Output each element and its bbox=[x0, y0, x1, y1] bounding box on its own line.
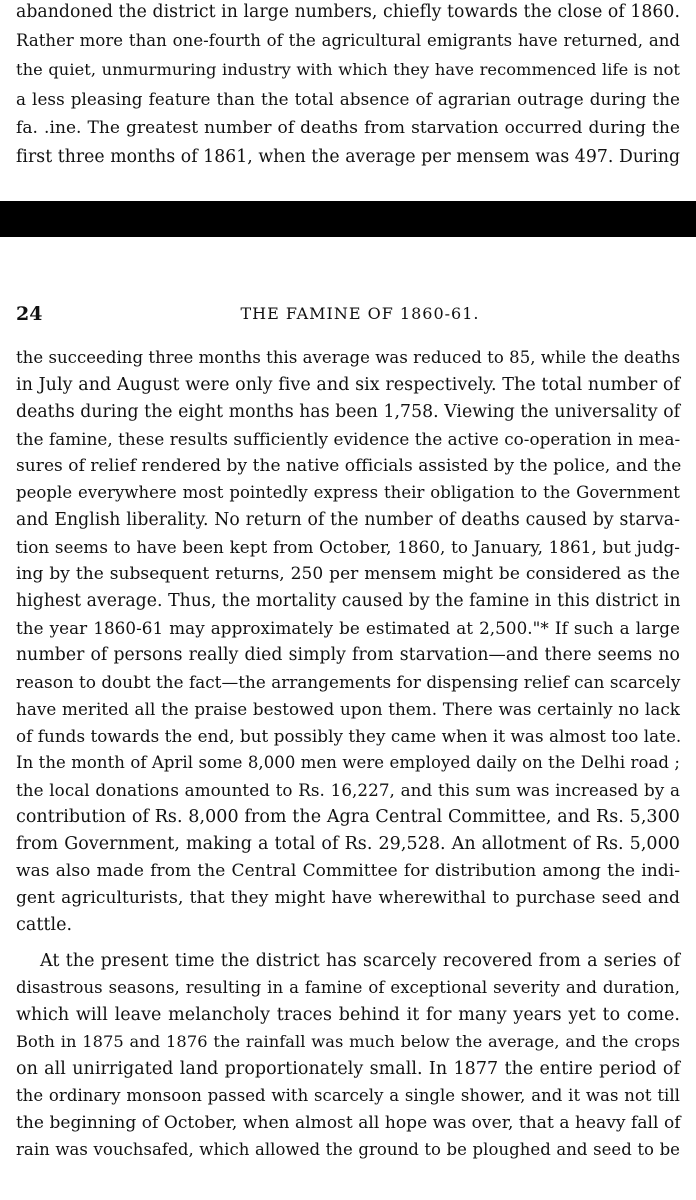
text-line: tion seems to have been kept from October, 1860, to January, 1861, but judg- bbox=[16, 537, 680, 557]
text-line: the local donations amounted to Rs. 16,227, and this sum was increased by a bbox=[16, 780, 680, 800]
text-line: disastrous seasons, resulting in a famine of exceptional severity and duration, bbox=[16, 978, 680, 997]
text-line: sures of relief rendered by the native officials assisted by the police, and the bbox=[16, 456, 682, 476]
text-line: which will leave melancholy traces behind it for many years yet to come. bbox=[16, 1005, 680, 1025]
text-line: Rather more than one-fourth of the agricultural emigrants have returned, and bbox=[16, 31, 680, 50]
text-line: the year 1860-61 may approximately be estimated at 2,500."* If such a large bbox=[16, 618, 680, 638]
text-line: people everywhere most pointedly express their obligation to the Government bbox=[16, 483, 680, 502]
running-head: THE FAMINE OF 1860-61. bbox=[240, 304, 480, 323]
text-line: abandoned the district in large numbers, chiefly towards the close of 1860. bbox=[16, 2, 680, 22]
text-line: gent agriculturists, that they might have wherewithal to purchase seed and bbox=[16, 888, 680, 908]
text-line: cattle. bbox=[16, 915, 73, 935]
text-line: the ordinary monsoon passed with scarcely a single shower, and it was not till bbox=[16, 1086, 680, 1105]
text-line: the famine, these results sufficiently evidence the active co-operation in mea- bbox=[16, 429, 681, 449]
text-line: At the present time the district has scarcely recovered from a series of bbox=[40, 951, 680, 971]
text-line: deaths during the eight months has been 1,758. Viewing the universality of bbox=[16, 402, 681, 422]
text-line: in July and August were only five and six respectively. The total number of bbox=[16, 375, 680, 395]
text-line: highest average. Thus, the mortality caused by the famine in this district in bbox=[16, 591, 681, 611]
text-line: fa. .ine. The greatest number of deaths from starvation occurred during the bbox=[16, 118, 680, 138]
text-line: Both in 1875 and 1876 the rainfall was much below the average, and the crops bbox=[16, 1032, 680, 1051]
text-line: rain was vouchsafed, which allowed the ground to be ploughed and seed to be bbox=[16, 1140, 680, 1159]
text-line: the succeeding three months this average was reduced to 85, while the deaths bbox=[16, 348, 681, 367]
text-line: contribution of Rs. 8,000 from the Agra Central Committee, and Rs. 5,300 bbox=[16, 807, 680, 827]
text-line: from Government, making a total of Rs. 29,528. An allotment of Rs. 5,000 bbox=[16, 834, 680, 854]
page-separator bbox=[0, 201, 696, 237]
text-line: a less pleasing feature than the total absence of agrarian outrage during the bbox=[16, 89, 680, 109]
text-line: ing by the subsequent returns, 250 per mensem might be considered as the bbox=[16, 564, 680, 584]
text-line: In the month of April some 8,000 men were employed daily on the Delhi road ; bbox=[16, 753, 680, 772]
text-line: of funds towards the end, but possibly they came when it was almost too late. bbox=[16, 726, 682, 746]
text-line: number of persons really died simply from starvation—and there seems no bbox=[16, 645, 680, 665]
text-line: was also made from the Central Committee for distribution among the indi- bbox=[16, 861, 680, 881]
page-number: 24 bbox=[16, 303, 43, 325]
text-line: first three months of 1861, when the average per mensem was 497. During bbox=[16, 147, 681, 167]
text-line: and English liberality. No return of the number of deaths caused by starva- bbox=[16, 510, 680, 530]
text-line: the quiet, unmurmuring industry with which they have recommenced life is not bbox=[16, 60, 680, 79]
text-line: have merited all the praise bestowed upon them. There was certainly no lack bbox=[16, 699, 680, 719]
text-line: reason to doubt the fact—the arrangements for dispensing relief can scarcely bbox=[16, 672, 681, 692]
text-line: the beginning of October, when almost all hope was over, that a heavy fall of bbox=[16, 1113, 681, 1133]
text-line: on all unirrigated land proportionately small. In 1877 the entire period of bbox=[16, 1059, 680, 1079]
